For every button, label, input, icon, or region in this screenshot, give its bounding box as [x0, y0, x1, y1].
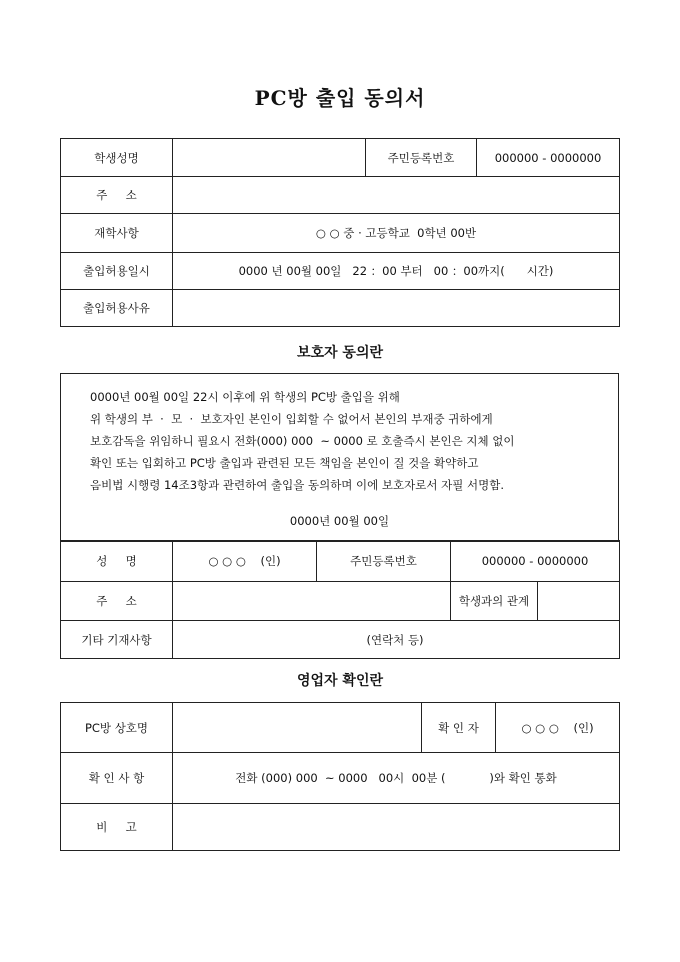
guardian-rrn-field[interactable]: 000000 - 0000000: [451, 541, 620, 582]
table-row: [61, 253, 620, 290]
document-title: PC방 출입 동의서: [254, 86, 426, 110]
shop-name-label: PC방 상호명: [61, 703, 173, 753]
table-row: [61, 290, 620, 327]
guardian-name-label: 성 명: [61, 541, 173, 582]
table-row: [61, 621, 620, 659]
consent-date: 0000년 00월 00일: [289, 514, 390, 528]
guardian-info-table: [60, 540, 620, 659]
table-row: [61, 139, 620, 177]
datetime-field[interactable]: 0000 년 00월 00일 22 ：00 부터 00 ：00까지( 시간): [173, 253, 620, 290]
table-row: [61, 177, 620, 214]
student-name-field[interactable]: [173, 139, 366, 177]
student-info-table: [60, 138, 620, 327]
school-field[interactable]: ○ ○ 중 · 고등학교 0학년 00반: [173, 214, 620, 253]
reason-field[interactable]: [173, 290, 620, 327]
confirmer-label: 확 인 자: [422, 703, 496, 753]
consent-text-box: [60, 373, 619, 542]
relation-label: 학생과의 관계: [451, 582, 538, 621]
other-notes-field[interactable]: (연락처 등): [173, 621, 620, 659]
table-row: [61, 703, 620, 753]
consent-line-2: 위 학생의 부 · 모 · 보호자인 본인이 입회할 수 없어서 본인의 부재중 귀하에게: [90, 412, 493, 426]
student-rrn-field[interactable]: 000000 - 0000000: [477, 139, 620, 177]
consent-line-3: 보호감독을 위임하니 필요시 전화(000) 000 ~ 0000 로 호출즉시 본인은 지체 없이: [90, 434, 515, 448]
datetime-label: 출입허용일시: [61, 253, 173, 290]
confirmer-field[interactable]: ○ ○ ○ (인): [496, 703, 620, 753]
table-row: [61, 214, 620, 253]
table-row: [61, 582, 620, 621]
remarks-label: 비 고: [61, 804, 173, 851]
consent-line-5: 음비법 시행령 14조3항과 관련하여 출입을 동의하며 이에 보호자로서 자필 서명함.: [90, 478, 504, 492]
guardian-address-field[interactable]: [173, 582, 451, 621]
reason-label: 출입허용사유: [61, 290, 173, 327]
guardian-rrn-label: 주민등록번호: [317, 541, 451, 582]
consent-line-1: 0000년 00월 00일 22시 이후에 위 학생의 PC방 출입을 위해: [90, 390, 400, 404]
shop-name-field[interactable]: [173, 703, 422, 753]
guardian-name-field[interactable]: ○ ○ ○ (인): [173, 541, 317, 582]
student-rrn-label: 주민등록번호: [366, 139, 477, 177]
table-row: [61, 541, 620, 582]
table-row: [61, 804, 620, 851]
student-address-field[interactable]: [173, 177, 620, 214]
confirm-items-label: 확 인 사 항: [61, 753, 173, 804]
business-info-table: [60, 702, 620, 851]
guardian-section-title: 보호자 동의란: [296, 345, 384, 361]
consent-line-4: 확인 또는 입회하고 PC방 출입과 관련된 모든 책임을 본인이 질 것을 확약하고: [90, 456, 479, 470]
remarks-field[interactable]: [173, 804, 620, 851]
business-section-title: 영업자 확인란: [296, 673, 384, 689]
confirm-items-field[interactable]: 전화 (000) 000 ~ 0000 00시 00분 ( )와 확인 통화: [173, 753, 620, 804]
relation-field[interactable]: [538, 582, 620, 621]
student-address-label: 주 소: [61, 177, 173, 214]
guardian-address-label: 주 소: [61, 582, 173, 621]
student-name-label: 학생성명: [61, 139, 173, 177]
school-label: 재학사항: [61, 214, 173, 253]
table-row: [61, 753, 620, 804]
other-notes-label: 기타 기재사항: [61, 621, 173, 659]
